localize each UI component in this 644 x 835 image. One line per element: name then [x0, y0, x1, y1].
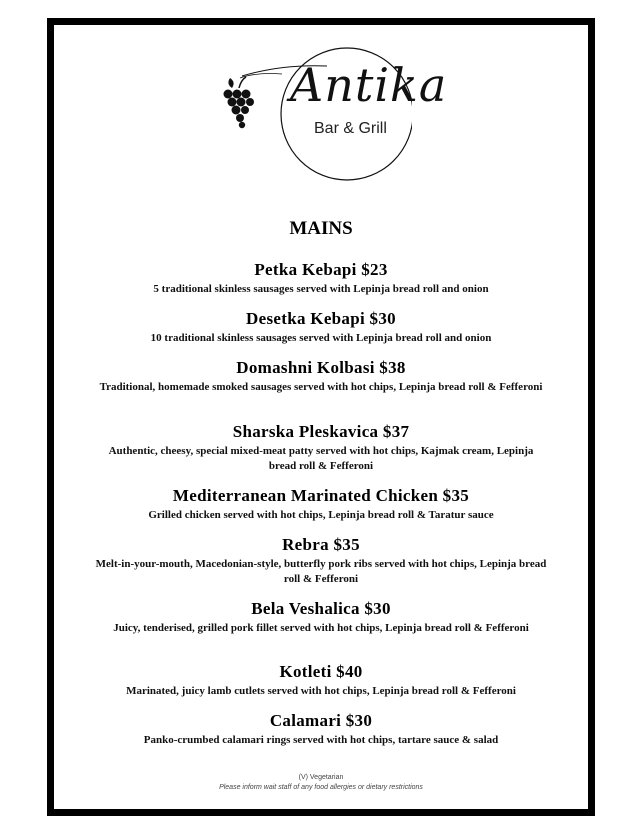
antika-logo — [222, 44, 448, 189]
menu-item — [94, 535, 548, 587]
menu-item — [94, 422, 548, 474]
menu-item — [94, 662, 548, 699]
menu-item — [94, 358, 548, 395]
menu-item-title: Mediterranean Marinated Chicken $35 — [172, 486, 470, 505]
section-heading: MAINS — [289, 218, 353, 239]
menu-item-description: Marinated, juicy lamb cutlets served with hot chips, Lepinja bread roll & Fefferoni — [126, 685, 516, 697]
logo-subtitle: Bar & Grill — [314, 120, 387, 137]
menu-item — [94, 599, 548, 636]
menu-item — [94, 711, 548, 748]
menu-item-description: Melt-in-your-mouth, Macedonian-style, butterfly pork ribs served with hot chips, Lepinja bread roll & Fefferoni — [95, 558, 547, 585]
menu-item-title: Kotleti $40 — [279, 662, 363, 681]
menu-item — [94, 486, 548, 523]
menu-item-title: Rebra $35 — [282, 535, 360, 554]
menu-item-title: Sharska Pleskavica $37 — [232, 422, 410, 441]
menu-item-description: Traditional, homemade smoked sausages served with hot chips, Lepinja bread roll & Fefferoni — [99, 381, 543, 393]
menu-item-title: Desetka Kebapi $30 — [246, 309, 396, 328]
menu-item — [94, 260, 548, 297]
menu-item-description: 10 traditional skinless sausages served with Lepinja bread roll and onion — [150, 332, 492, 344]
menu-item-description: Authentic, cheesy, special mixed-meat patty served with hot chips, Kajmak cream, Lepinja bread roll & Fefferoni — [108, 445, 534, 472]
grapes-icon — [224, 77, 255, 128]
logo-brand-name: Antika — [290, 58, 448, 112]
footer-legend: (V) Vegetarian — [298, 774, 344, 781]
menu-item-title: Domashni Kolbasi $38 — [236, 358, 406, 377]
menu-item-title: Bela Veshalica $30 — [251, 599, 391, 618]
menu-item-title: Calamari $30 — [269, 711, 373, 730]
menu-item-title: Petka Kebapi $23 — [254, 260, 388, 279]
footer-note: Please inform wait staff of any food allergies or dietary restrictions — [219, 784, 423, 791]
menu-item — [94, 309, 548, 346]
menu-item-description: 5 traditional skinless sausages served with Lepinja bread roll and onion — [153, 283, 489, 295]
menu-item-description: Panko-crumbed calamari rings served with hot chips, tartare sauce & salad — [143, 734, 499, 746]
menu-item-description: Juicy, tenderised, grilled pork fillet served with hot chips, Lepinja bread roll & Fefferoni — [113, 622, 529, 634]
menu-item-description: Grilled chicken served with hot chips, Lepinja bread roll & Taratur sauce — [148, 509, 494, 521]
